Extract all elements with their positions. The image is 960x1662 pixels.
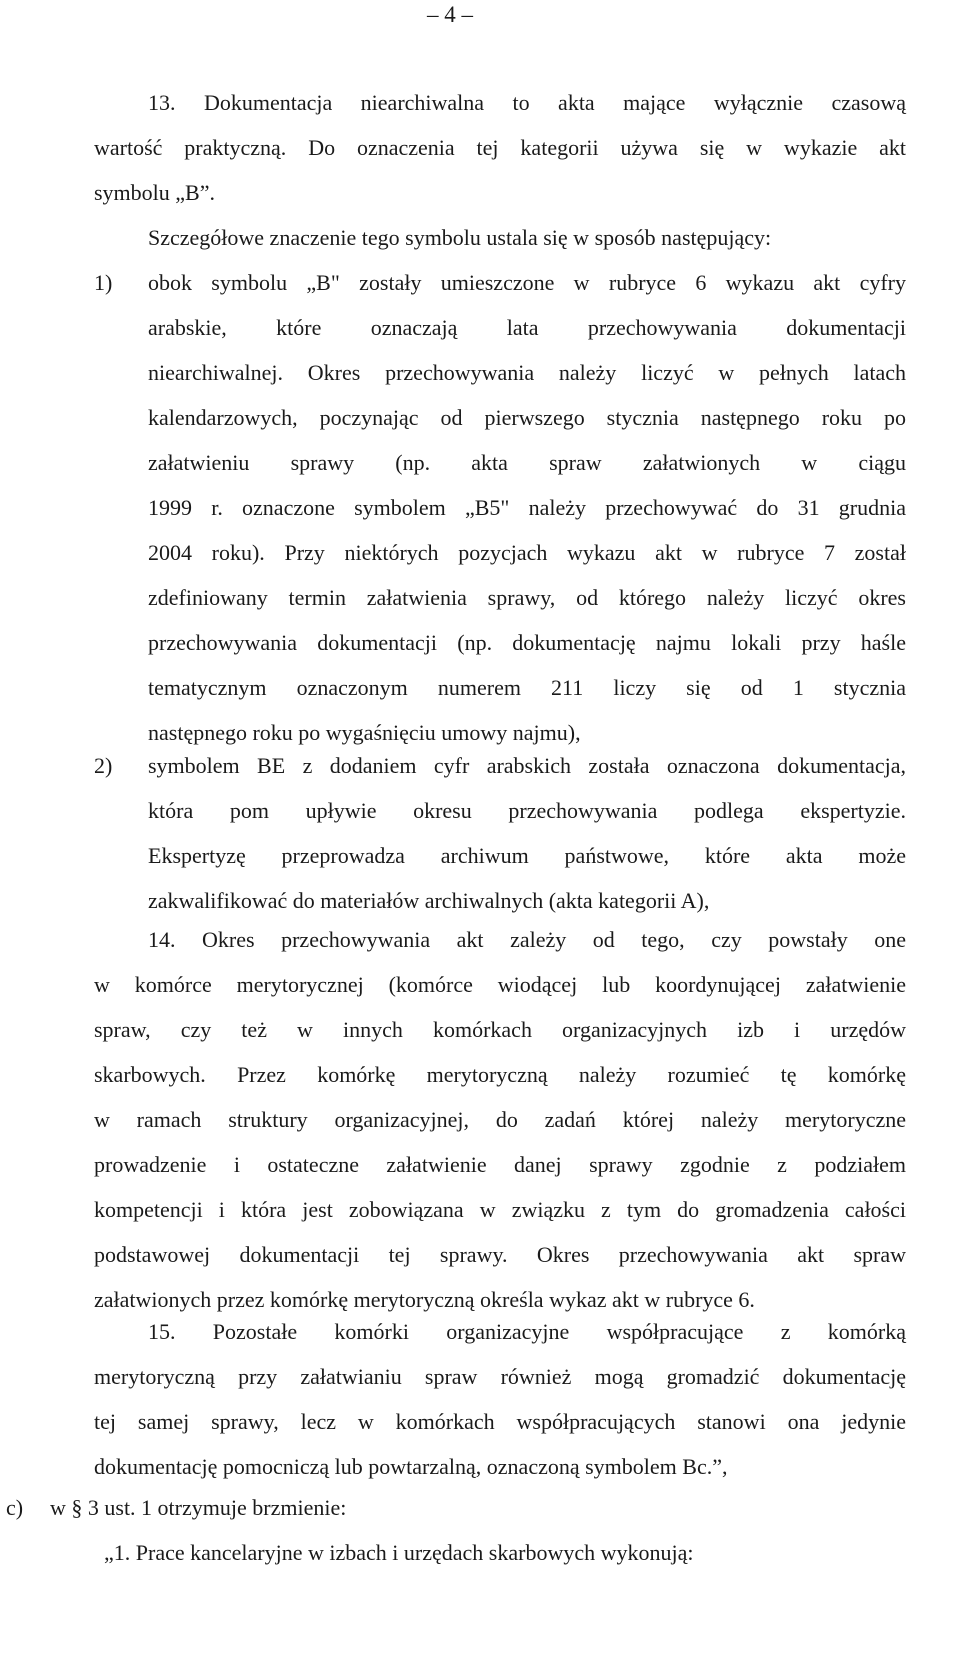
paragraph-13 xyxy=(94,80,906,215)
list-item-1-marker: 1) xyxy=(94,270,113,295)
list-item-1-line-6: 1999 r. oznaczone symbolem „B5" należy przechowywać do 31 grudnia xyxy=(148,495,906,520)
paragraph-14-line-8: podstawowej dokumentacji tej sprawy. Okres przechowywania akt spraw xyxy=(94,1242,906,1267)
paragraph-13-line-2: wartość praktyczną. Do oznaczenia tej kategorii używa się w wykazie akt xyxy=(94,135,906,160)
list-item-2-line-1: symbolem BE z dodaniem cyfr arabskich została oznaczona dokumentacja, xyxy=(148,753,906,778)
list-item-1-line-10: tematycznym oznaczonym numerem 211 liczy się od 1 stycznia xyxy=(148,675,906,700)
list-item-2-line-2: która pom upływie okresu przechowywania podlega ekspertyzie. xyxy=(148,798,906,823)
list-item-2-marker: 2) xyxy=(94,753,113,778)
paragraph-14 xyxy=(94,917,906,1322)
list-item-1-line-4: kalendarzowych, poczynając od pierwszego stycznia następnego roku po xyxy=(148,405,906,430)
paragraph-15-line-3: tej samej sprawy, lecz w komórkach współpracujących stanowi ona jedynie xyxy=(94,1409,906,1434)
paragraph-14-line-2: w komórce merytorycznej (komórce wiodącej lub koordynującej załatwienie xyxy=(94,972,906,997)
paragraph-14-line-7: kompetencji i która jest zobowiązana w związku z tym do gromadzenia całości xyxy=(94,1197,906,1222)
list-item-2 xyxy=(148,743,906,923)
list-item-1 xyxy=(148,260,906,755)
paragraph-13-line-3: symbolu „B”. xyxy=(94,180,215,205)
detail-intro-text: Szczegółowe znaczenie tego symbolu ustala się w sposób następujący: xyxy=(148,225,772,250)
detail-intro xyxy=(148,215,908,260)
paragraph-13-line-1: 13. Dokumentacja niearchiwalna to akta mające wyłącznie czasową xyxy=(148,90,906,115)
paragraph-14-line-5: w ramach struktury organizacyjnej, do zadań której należy merytoryczne xyxy=(94,1107,906,1132)
amendment-c-marker: c) xyxy=(6,1495,24,1520)
list-item-1-line-5: załatwieniu sprawy (np. akta spraw załatwionych w ciągu xyxy=(148,450,906,475)
paragraph-14-line-6: prowadzenie i ostateczne załatwienie danej sprawy zgodnie z podziałem xyxy=(94,1152,906,1177)
paragraph-15-line-1: 15. Pozostałe komórki organizacyjne współpracujące z komórką xyxy=(148,1319,906,1344)
quoted-provision-line: „1. Prace kancelaryjne w izbach i urzędach skarbowych wykonują: xyxy=(104,1540,694,1565)
list-item-1-line-2: arabskie, które oznaczają lata przechowywania dokumentacji xyxy=(148,315,906,340)
list-item-1-line-8: zdefiniowany termin załatwienia sprawy, od którego należy liczyć okres xyxy=(148,585,906,610)
list-item-1-line-1: obok symbolu „B" zostały umieszczone w rubryce 6 wykazu akt cyfry xyxy=(148,270,906,295)
quoted-provision xyxy=(104,1530,904,1575)
paragraph-15-line-2: merytoryczną przy załatwianiu spraw również mogą gromadzić dokumentację xyxy=(94,1364,906,1389)
paragraph-14-line-4: skarbowych. Przez komórkę merytoryczną należy rozumieć tę komórkę xyxy=(94,1062,906,1087)
paragraph-14-line-3: spraw, czy też w innych komórkach organizacyjnych izb i urzędów xyxy=(94,1017,906,1042)
list-item-1-line-7: 2004 roku). Przy niektórych pozycjach wykazu akt w rubryce 7 został xyxy=(148,540,906,565)
list-item-2-line-4: zakwalifikować do materiałów archiwalnych (akta kategorii A), xyxy=(148,888,710,913)
list-item-1-line-9: przechowywania dokumentacji (np. dokumentację najmu lokali przy haśle xyxy=(148,630,906,655)
amendment-c-line: w § 3 ust. 1 otrzymuje brzmienie: xyxy=(50,1495,347,1520)
paragraph-14-line-9: załatwionych przez komórkę merytoryczną określa wykaz akt w rubryce 6. xyxy=(94,1287,755,1312)
paragraph-15 xyxy=(94,1309,906,1489)
list-item-2-line-3: Ekspertyzę przeprowadza archiwum państwowe, które akta może xyxy=(148,843,906,868)
list-item-1-line-11: następnego roku po wygaśnięciu umowy najmu), xyxy=(148,720,581,745)
paragraph-14-line-1: 14. Okres przechowywania akt zależy od tego, czy powstały one xyxy=(148,927,906,952)
amendment-c-text xyxy=(50,1485,850,1530)
list-item-1-line-3: niearchiwalnej. Okres przechowywania należy liczyć w pełnych latach xyxy=(148,360,906,385)
paragraph-15-line-4: dokumentację pomocniczą lub powtarzalną, oznaczoną symbolem Bc.”, xyxy=(94,1454,728,1479)
page-number: – 4 – xyxy=(427,2,473,27)
